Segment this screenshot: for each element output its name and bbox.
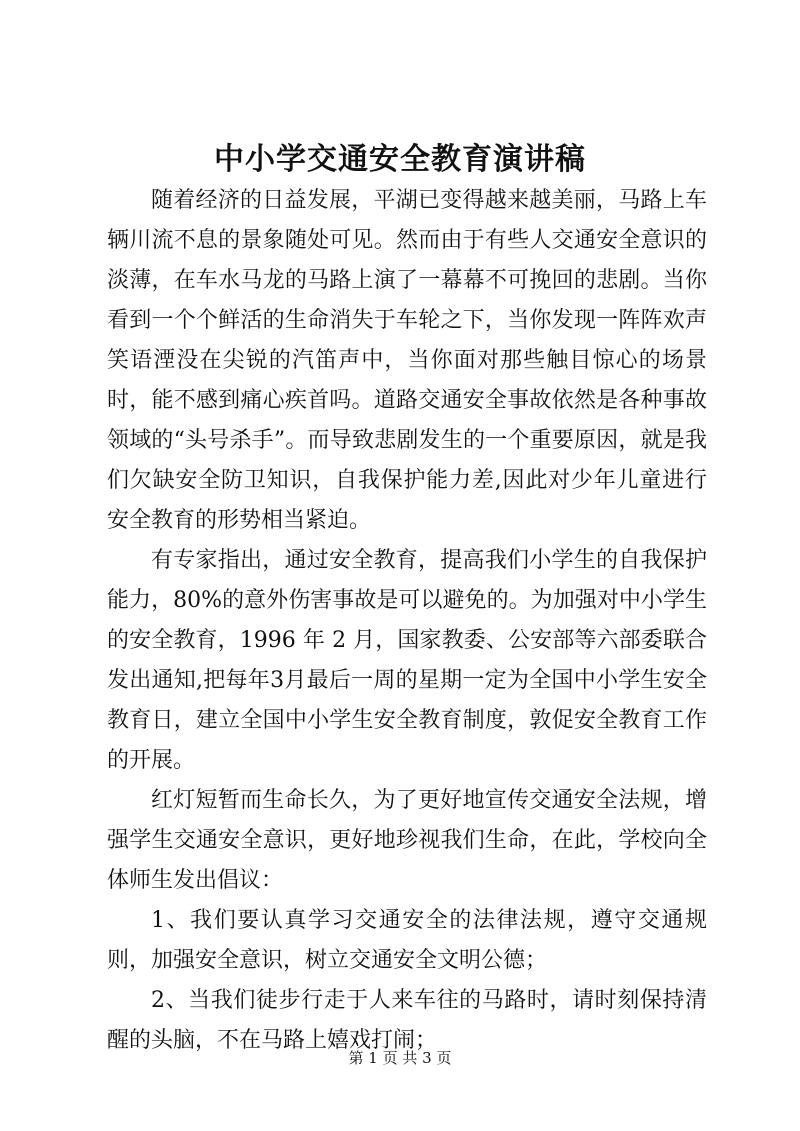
document-title: 中小学交通安全教育演讲稿 bbox=[214, 142, 586, 177]
document-body bbox=[107, 181, 707, 1061]
paragraph-5: 2、当我们徒步行走于人来车往的马路时，请时刻保持清醒的头脑，不在马路上嬉戏打闹； bbox=[107, 988, 707, 1053]
paragraph-3: 红灯短暂而生命长久，为了更好地宣传交通安全法规，增强学生交通安全意识，更好地珍视我们生命，在此，学校向全体师生发出倡议： bbox=[107, 788, 707, 893]
paragraph-1: 随着经济的日益发展，平湖已变得越来越美丽，马路上车辆川流不息的景象随处可见。然而由于有些人交通安全意识的淡薄，在车水马龙的马路上演了一幕幕不可挽回的悲剧。当你看到一个个鲜活的生命消失于车轮之下，当你发现一阵阵欢声笑语湮没在尖锐的汽笛声中，当你面对那些触目惊心的场景时，能不感到痛心疾首吗。道路交通安全事故依然是各种事故领域的“头号杀手”。而导致悲剧发生的一个重要原因，就是我们欠缺安全防卫知识，自我保护能力差,因此对少年儿童进行安全教育的形势相当紧迫。 bbox=[107, 188, 707, 533]
paragraph-4: 1、我们要认真学习交通安全的法律法规，遵守交通规则，加强安全意识，树立交通安全文明公德； bbox=[107, 908, 707, 973]
page-footer: 第 1 页 共 3 页 bbox=[348, 1049, 452, 1067]
paragraph-2: 有专家指出，通过安全教育，提高我们小学生的自我保护能力，80%的意外伤害事故是可以避免的。为加强对中小学生的安全教育，1996 年 2 月，国家教委、公安部等六部委联合发出通知,把每年3月最后一周的星期一定为全国中小学生安全教育日，建立全国中小学生安全教育制度，敦促安全教育工作的开展。 bbox=[107, 548, 707, 773]
